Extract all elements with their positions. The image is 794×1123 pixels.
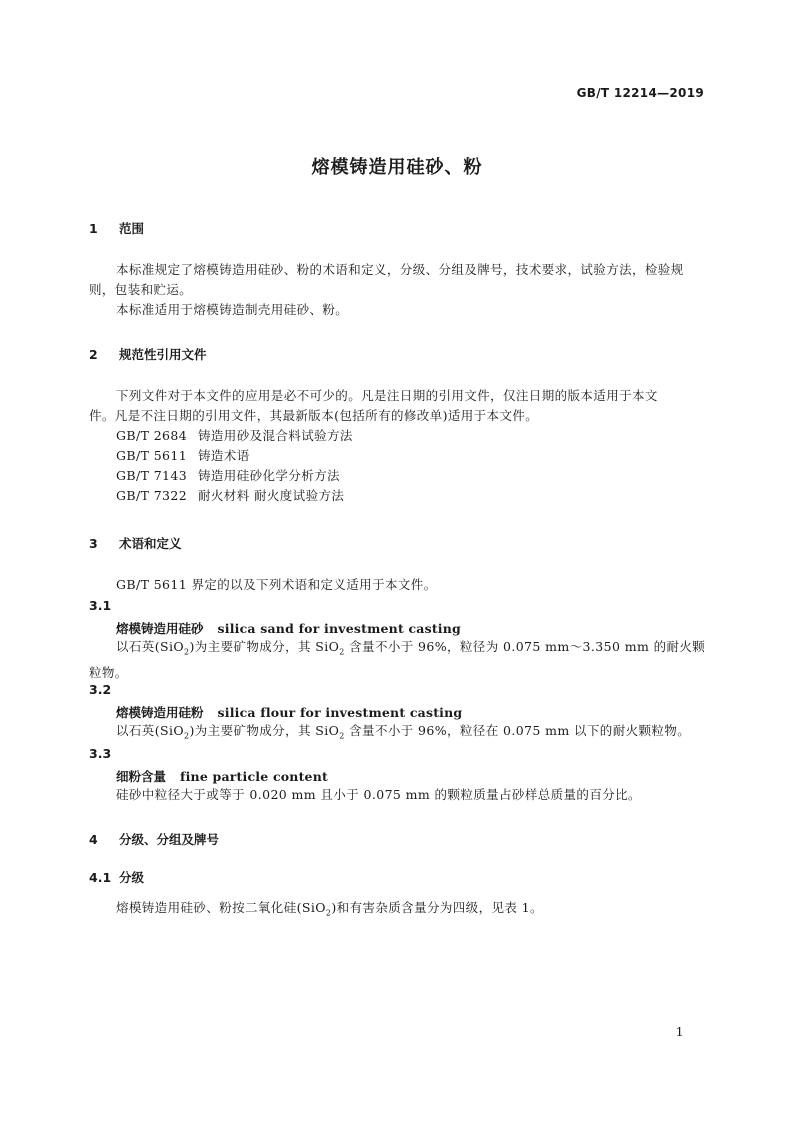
term-3-2-heading [116,703,462,721]
reference-code: GB/T 5611 [116,448,188,463]
term-3-3-heading [116,767,328,785]
scope-paragraph-line-2: 则，包装和贮运。 [89,282,193,297]
term-3-1-definition [89,637,709,683]
references-intro-line-2: 件。凡是不注日期的引用文件，其最新版本(包括所有的修改单)适用于本文件。 [89,408,539,423]
reference-item [89,426,709,446]
page-number: 1 [675,1024,684,1039]
term-3-2-en: silica flour for investment casting [217,705,463,720]
subscript: 2 [339,731,345,741]
term-3-3-zh: 细粉含量 [116,769,167,784]
reference-code: GB/T 2684 [116,428,188,443]
definition-text: )为主要矿物成分，其 SiO [189,639,340,654]
references-intro-line-1: 下列文件对于本文件的应用是必不可少的。凡是注日期的引用文件，仅注日期的版本适用于本文 [116,388,658,403]
section-1-body [89,260,709,320]
page-title: 熔模铸造用硅砂、粉 [311,157,483,178]
definition-text: 以石英(SiO [116,639,184,654]
reference-code: GB/T 7322 [116,488,188,503]
reference-name: 铸造用砂及混合料试验方法 [198,428,353,443]
reference-item [89,446,709,466]
section-2-heading [89,345,207,363]
definition-text: 含量不小于 96%，粒径为 0.075 mm～3.350 mm 的耐火颗 [344,639,706,654]
term-3-1-en: silica sand for investment casting [217,621,461,636]
definition-text: )为主要矿物成分，其 SiO [189,723,340,738]
term-3-1-definition-line-2: 粒物。 [89,664,128,680]
reference-item [89,466,709,486]
section-1-number: 1 [89,221,98,236]
scope-paragraph-line-1: 本标准规定了熔模铸造用硅砂、粉的术语和定义，分级、分组及牌号，技术要求，试验方法，检验规 [116,262,684,277]
term-3-1-definition-line-1 [89,637,709,663]
section-1-heading [89,219,144,237]
definition-text: 含量不小于 96%，粒径在 0.075 mm 以下的耐火颗粒物。 [344,723,691,738]
standard-code: GB/T 12214—2019 [576,86,704,100]
term-3-3-definition: 硅砂中粒径大于或等于 0.020 mm 且小于 0.075 mm 的颗粒质量占砂样总质量的百分比。 [116,787,641,802]
section-4-heading [89,830,219,848]
section-4-number: 4 [89,832,98,847]
section-4-1-title: 分级 [119,870,145,885]
section-4-1-heading [89,868,144,886]
reference-name: 耐火材料 耐火度试验方法 [198,488,345,503]
subscript: 2 [184,647,190,657]
section-4-title: 分级、分组及牌号 [119,832,220,847]
term-3-1-number: 3.1 [89,598,112,613]
grading-paragraph [116,898,543,924]
section-3-heading [89,534,182,552]
term-3-3-number: 3.3 [89,746,112,761]
term-3-2-definition [116,721,716,747]
term-3-2-zh: 熔模铸造用硅粉 [116,705,204,720]
reference-item [89,486,709,506]
reference-name: 铸造用硅砂化学分析方法 [198,468,340,483]
subscript: 2 [184,731,190,741]
section-2-body [89,386,709,506]
paragraph-text: )和有害杂质含量分为四级，见表 1。 [331,900,543,915]
scope-applicability: 本标准适用于熔模铸造制壳用硅砂、粉。 [116,302,349,317]
section-4-1-number: 4.1 [89,870,112,885]
section-2-title: 规范性引用文件 [119,347,207,362]
paragraph-text: 熔模铸造用硅砂、粉按二氧化硅(SiO [116,900,326,915]
term-3-2-number: 3.2 [89,682,112,697]
terms-intro: GB/T 5611 界定的以及下列术语和定义适用于本文件。 [116,577,437,592]
subscript: 2 [325,908,332,918]
definition-text: 以石英(SiO [116,723,184,738]
term-3-3-en: fine particle content [180,769,328,784]
reference-code: GB/T 7143 [116,468,188,483]
term-3-1-heading [116,619,461,637]
section-3-number: 3 [89,536,98,551]
term-3-1-zh: 熔模铸造用硅砂 [116,621,204,636]
section-3-title: 术语和定义 [119,536,182,551]
reference-name: 铸造术语 [198,448,250,463]
section-1-title: 范围 [119,221,145,236]
section-2-number: 2 [89,347,98,362]
subscript: 2 [339,647,345,657]
